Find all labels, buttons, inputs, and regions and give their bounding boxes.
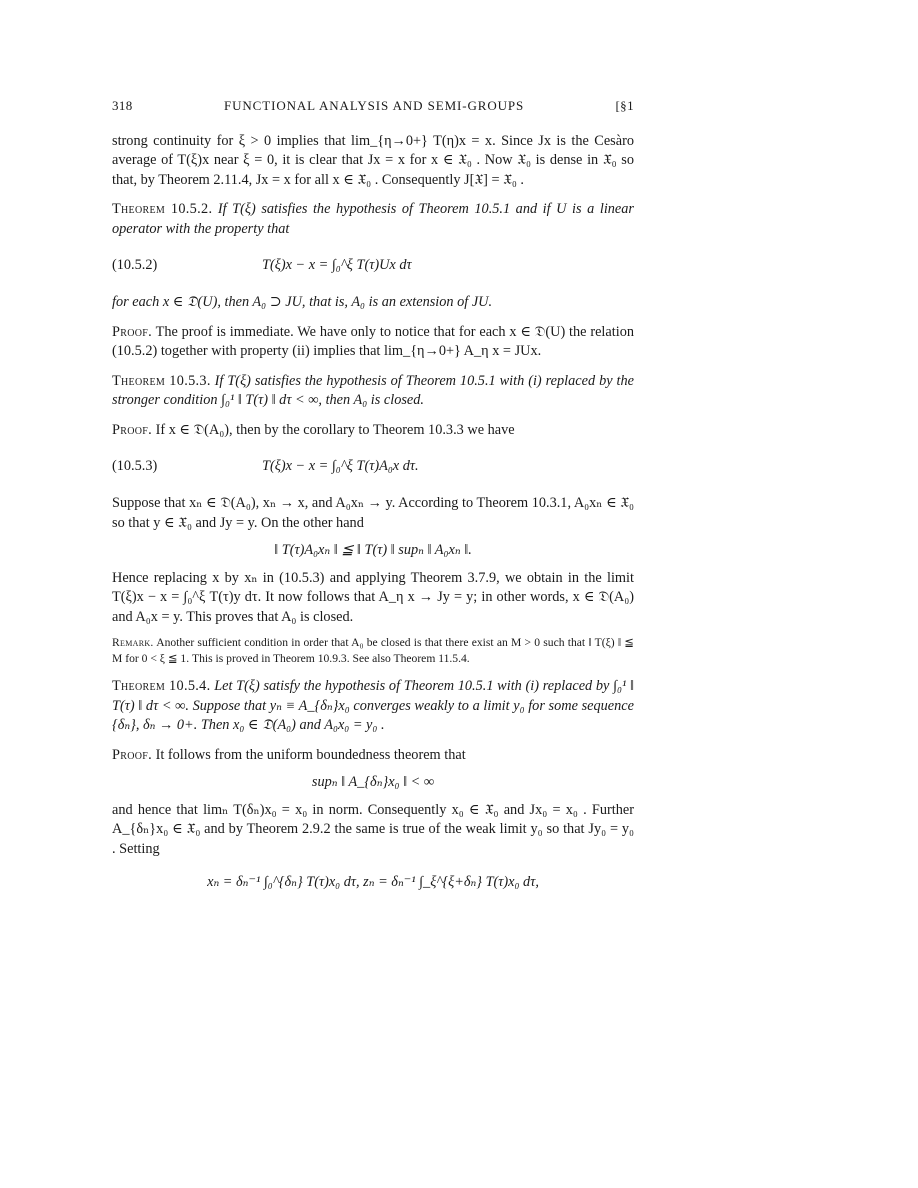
theorem-10-5-2 (112, 200, 634, 239)
section-marker: [§1 (615, 98, 634, 113)
page-number: 318 (112, 98, 133, 113)
equation-definitions: xₙ = δₙ⁻¹ ∫₀^{δₙ} T(τ)x₀ dτ, zₙ = δₙ⁻¹ ∫_ξ^{ξ+δₙ} T(τ)x₀ dτ, (207, 874, 539, 890)
theorem-statement: If T(ξ) satisfies the hypothesis of Theorem 10.5.1 with (i) replaced by the stronger condition ∫₀¹ ‖ T(τ) ‖ dτ < ∞, then A₀ is closed. (112, 372, 634, 408)
theorem-10-5-4 (112, 677, 634, 736)
paragraph-intro: strong continuity for ξ > 0 implies that lim_{η→0+} T(η)x = x. Since Jx is the Cesàro average of T(ξ)x near ξ = 0, it is clear that Jx = x for x ∈ 𝔛₀ . Now 𝔛₀ is dense in 𝔛̄₀ so that, by Theorem 2.11.4, Jx = x for all x ∈ 𝔛̄₀ . Consequently J[𝔛] = 𝔛̄₀ . (112, 132, 634, 188)
theorem-heading: Theorem 10.5.4. (112, 678, 211, 694)
theorem-heading: Theorem 10.5.2. (112, 201, 213, 217)
proof-heading: Proof. (112, 746, 153, 763)
remark (112, 635, 634, 667)
equation-10-5-2 (112, 245, 634, 287)
proof-text: If x ∈ 𝔇(A₀), then by the corollary to Theorem 10.3.3 we have (155, 421, 515, 438)
equation-norm-bound: ‖ T(τ)A₀xₙ ‖ ≦ ‖ T(τ) ‖ supₙ ‖ A₀xₙ ‖. (274, 542, 472, 558)
page (112, 96, 634, 901)
equation-body: T(ξ)x − x = ∫₀^ξ T(τ)A₀x dτ. (262, 458, 419, 475)
theorem-10-5-3 (112, 372, 634, 411)
proof-text: The proof is immediate. We have only to notice that for each x ∈ 𝔇(U) the relation (10.5.2) together with property (ii) implies that lim_{η→0+} A_η x = JUx. (112, 323, 634, 359)
theorem-statement: If T(ξ) satisfies the hypothesis of Theorem 10.5.1 and if U is a linear operator with the property that (112, 201, 634, 237)
remark-text: Another sufficient condition in order that A₀ be closed is that there exist an M > 0 such that ‖ T(ξ) ‖ ≦ M for 0 < ξ ≦ 1. This is proved in Theorem 10.9.3. See also Theorem 11.5.4. (112, 636, 635, 665)
proof-heading: Proof. (112, 323, 153, 340)
proof-10-5-3 (112, 421, 634, 441)
proof-heading: Proof. (112, 421, 153, 438)
equation-10-5-3 (112, 446, 634, 488)
paragraph-and-hence: and hence that limₙ T(δₙ)x₀ = x₀ in norm. Consequently x₀ ∈ 𝔛̄₀ and Jx₀ = x₀ . Further A_{δₙ}x₀ ∈ 𝔛̄₀ and by Theorem 2.9.2 the same is true of the weak limit y₀ so that Jy₀ = y₀ . Setting (112, 801, 634, 857)
equation-number: (10.5.3) (112, 458, 158, 475)
theorem-statement: Let T(ξ) satisfy the hypothesis of Theorem 10.5.1 with (i) replaced by ∫₀¹ ‖ T(τ) ‖ dτ < ∞. Suppose that yₙ ≡ A_{δₙ}x₀ converges weakly to a limit y₀ for some sequence {δₙ}, δₙ → 0+. Then x₀ ∈ 𝔇(A₀) and A₀x₀ = y₀ . (112, 678, 634, 733)
theorem-statement-tail: for each x ∈ 𝔇(U), then A₀ ⊃ JU, that is, A₀ is an extension of JU. (112, 294, 493, 310)
paragraph-hence: Hence replacing x by xₙ in (10.5.3) and applying Theorem 3.7.9, we obtain in the limit T(ξ)x − x = ∫₀^ξ T(τ)y dτ. It now follows that A_η x → Jy = y; in other words, x ∈ 𝔇(A₀) and A₀x = y. This proves that A₀ is closed. (112, 569, 634, 625)
paragraph-suppose: Suppose that xₙ ∈ 𝔇(A₀), xₙ → x, and A₀xₙ → y. According to Theorem 10.3.1, A₀xₙ ∈ 𝔛̄₀ so that y ∈ 𝔛̄₀ and Jy = y. On the other hand (112, 495, 634, 531)
proof-10-5-4 (112, 746, 634, 766)
remark-heading: Remark. (112, 636, 154, 649)
equation-body: T(ξ)x − x = ∫₀^ξ T(τ)Ux dτ (262, 257, 412, 274)
running-header (112, 96, 634, 116)
equation-sup-bound: supₙ ‖ A_{δₙ}x₀ ‖ < ∞ (311, 774, 435, 790)
equation-number: (10.5.2) (112, 257, 158, 274)
proof-10-5-2 (112, 323, 634, 362)
running-title: FUNCTIONAL ANALYSIS AND SEMI-GROUPS (223, 98, 525, 113)
theorem-heading: Theorem 10.5.3. (112, 372, 211, 389)
proof-text: It follows from the uniform boundedness theorem that (155, 746, 466, 763)
